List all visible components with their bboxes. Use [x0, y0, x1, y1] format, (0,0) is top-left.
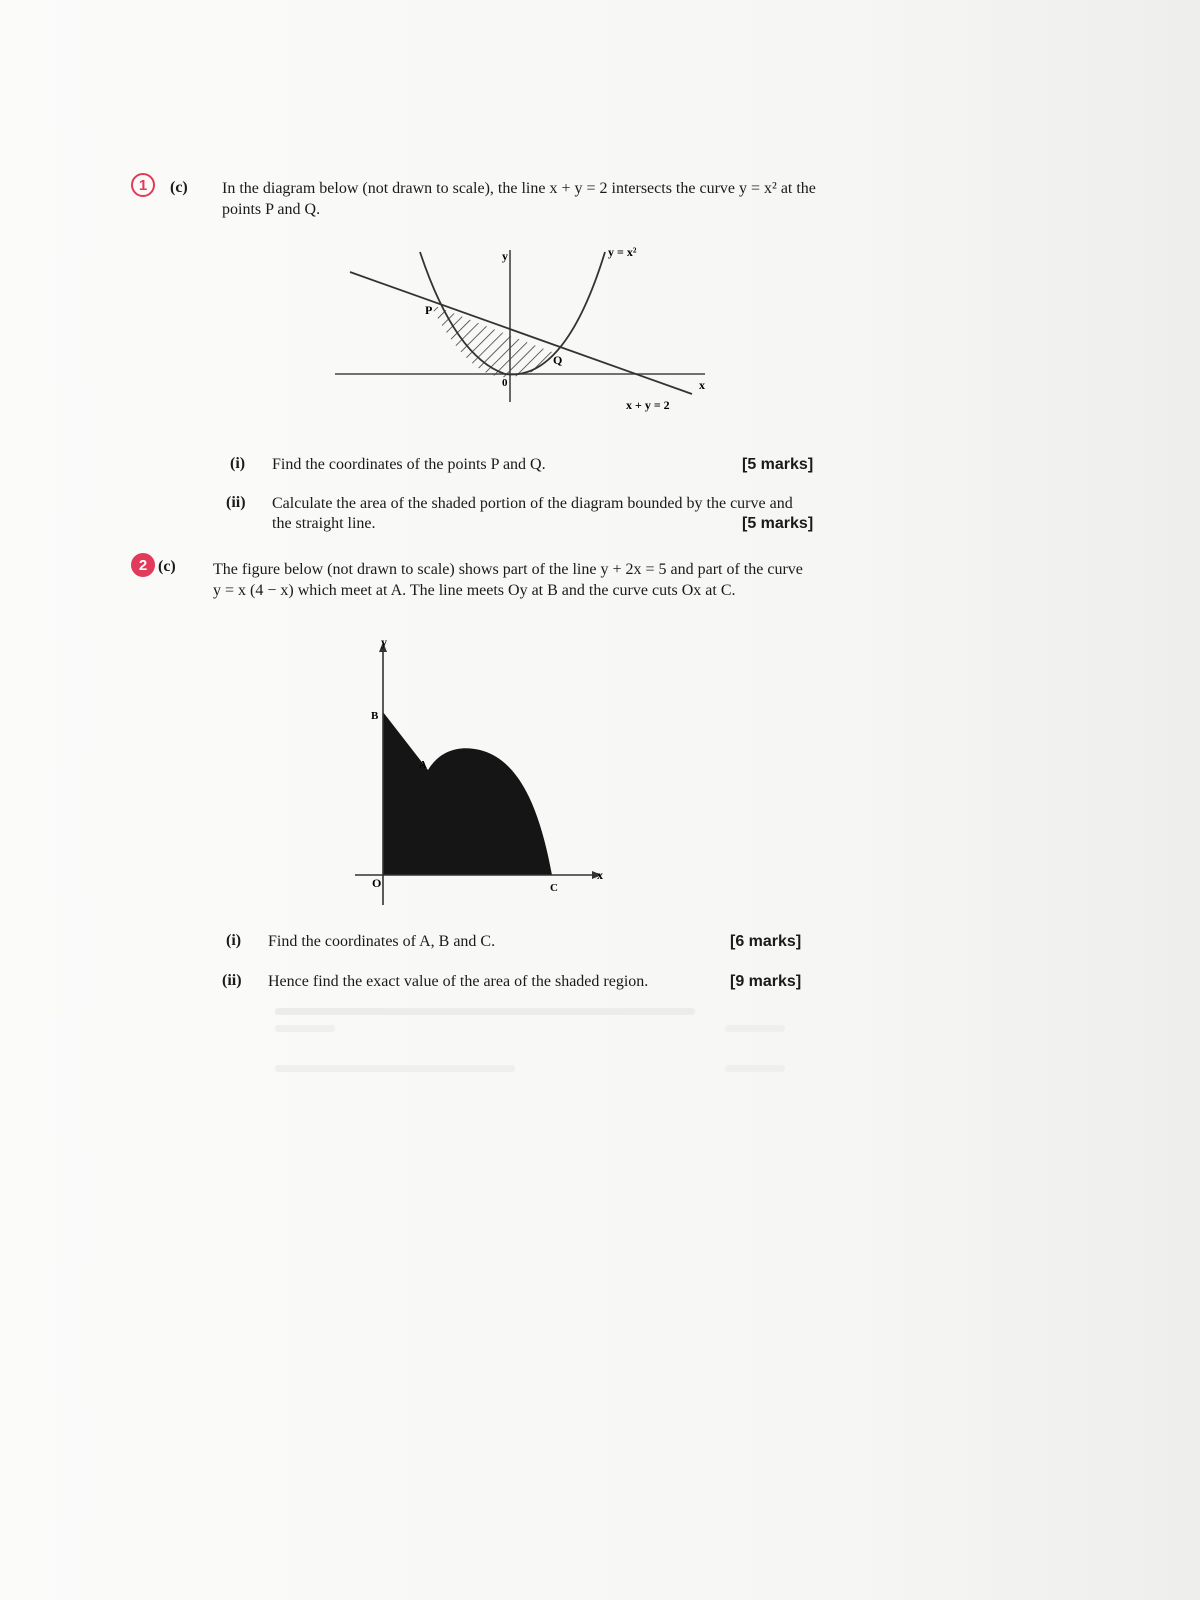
- point-c-label: C: [550, 882, 558, 894]
- question-1-text: In the diagram below (not drawn to scale), the line x + y = 2 intersects the curve y = x² at the points P and Q.: [222, 180, 816, 218]
- origin-label: O: [372, 876, 382, 890]
- point-a-label: A: [419, 759, 427, 771]
- question-1-item-ii-marks: [5 marks]: [742, 515, 814, 532]
- question-2-item-i-text: Find the coordinates of A, B and C.: [268, 933, 496, 950]
- origin-label: 0: [502, 377, 508, 389]
- x-axis-label: x: [699, 378, 705, 392]
- question-2-part-label: (c): [158, 558, 176, 575]
- straight-line: [350, 272, 692, 394]
- point-q-label: Q: [553, 353, 563, 367]
- show-through-mark: [275, 1065, 515, 1072]
- y-axis-label: y: [502, 249, 508, 263]
- question-1-number-text: 1: [138, 176, 148, 194]
- show-through-mark: [725, 1025, 785, 1032]
- question-1-item-ii-text: Calculate the area of the shaded portion of the diagram bounded by the curve and the straight line.: [272, 495, 793, 532]
- question-2-text: The figure below (not drawn to scale) shows part of the line y + 2x = 5 and part of the curve y = x (4 − x) which meet at A. The line meets Oy at B and the curve cuts Ox at C.: [213, 561, 803, 599]
- y-axis-label: y: [381, 635, 387, 649]
- question-1-diagram: [320, 232, 720, 417]
- line-label: x + y = 2: [626, 398, 670, 412]
- question-1-item-ii-label: (ii): [226, 494, 246, 511]
- point-b-label: B: [371, 710, 379, 722]
- curve-label: y = x²: [608, 245, 637, 259]
- question-2-number-text: 2: [138, 556, 148, 574]
- question-1-part-label: (c): [170, 179, 188, 196]
- question-2-number: [131, 553, 155, 577]
- show-through-mark: [725, 1065, 785, 1072]
- question-1-item-i-text: Find the coordinates of the points P and Q.: [272, 456, 546, 473]
- question-2-item-ii-label: (ii): [222, 972, 242, 989]
- question-1-item-i-marks: [5 marks]: [742, 456, 814, 473]
- question-2-item-i-marks: [6 marks]: [730, 933, 802, 950]
- question-2-item-ii-text: Hence find the exact value of the area of the shaded region.: [268, 973, 649, 990]
- show-through-mark: [275, 1025, 335, 1032]
- shaded-region: [383, 712, 552, 875]
- question-2-item-ii-marks: [9 marks]: [730, 973, 802, 990]
- show-through-mark: [275, 1008, 695, 1015]
- question-2-diagram: [340, 630, 620, 915]
- question-1-number: [131, 173, 155, 197]
- question-1-item-i-label: (i): [230, 455, 246, 472]
- question-2-item-i-label: (i): [226, 932, 242, 949]
- x-axis-label: x: [597, 868, 603, 882]
- point-p-label: P: [425, 303, 433, 317]
